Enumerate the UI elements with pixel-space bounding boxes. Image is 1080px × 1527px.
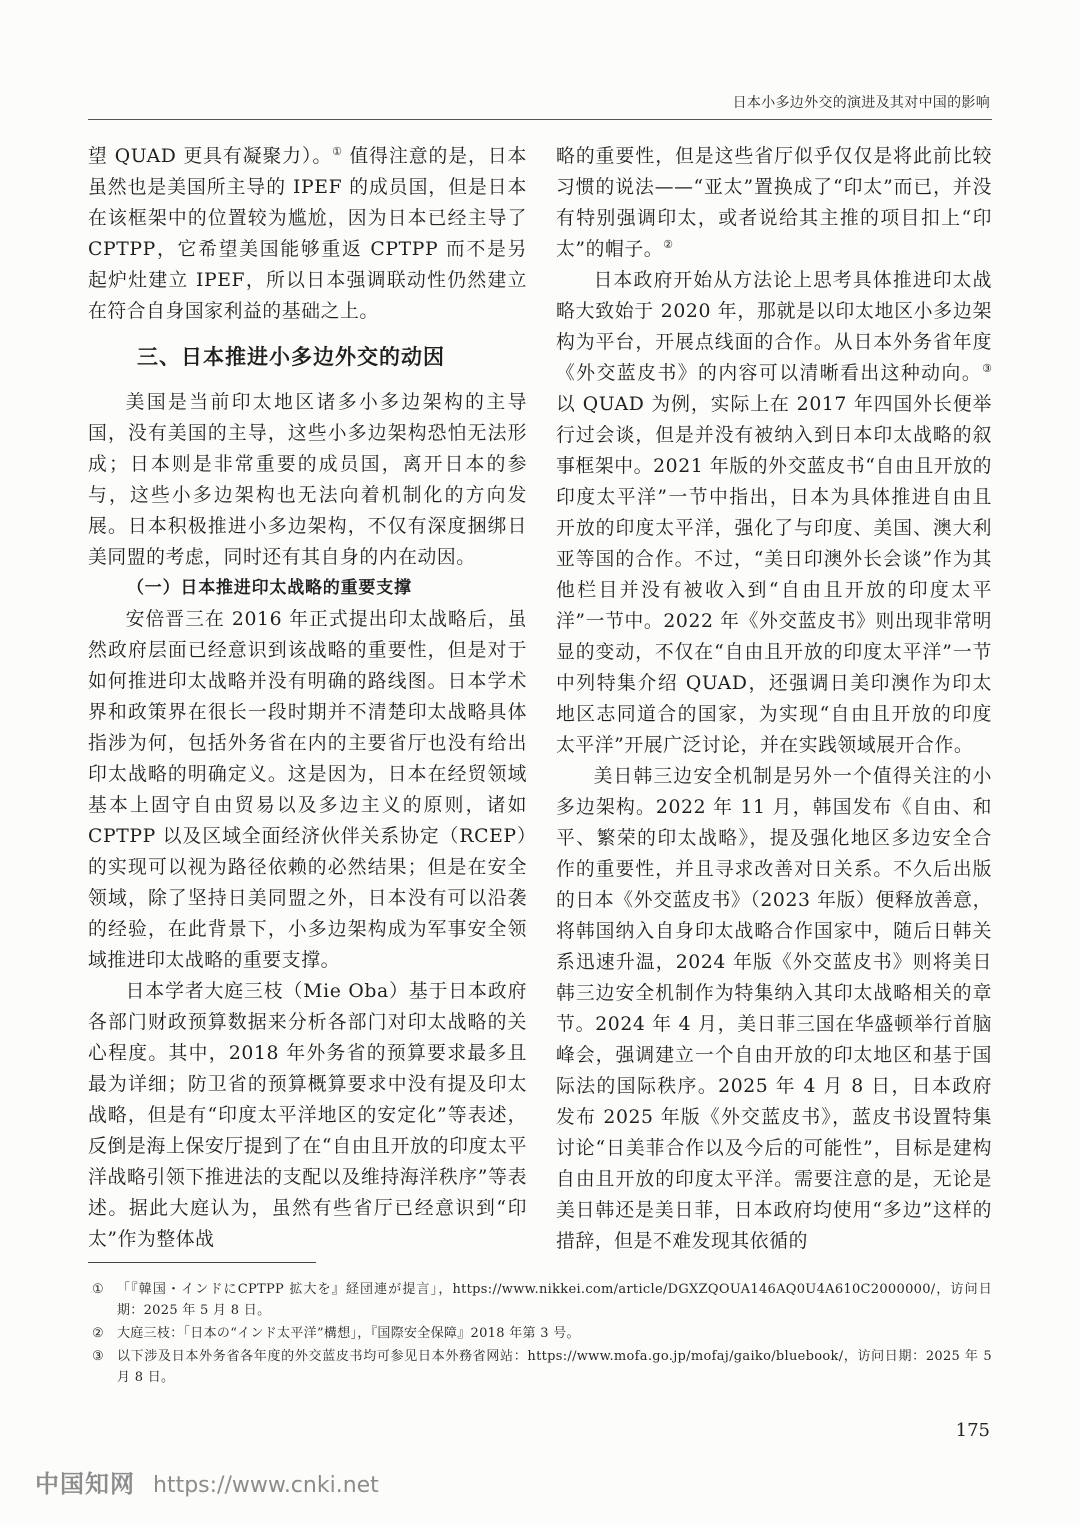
footnote-ref-3: ③ xyxy=(982,362,992,375)
paragraph: 美国是当前印太地区诸多小多边架构的主导国，没有美国的主导，这些小多边架构恐怕无法形成；日本则是非常重要的成员国，离开日本的参与，这些小多边架构也无法向着机制化的方向发展。日本积极推进小多边架构，不仅有深度捆绑日美同盟的考虑，同时还有其自身的内在动因。 xyxy=(88,392,527,568)
footnote-3 xyxy=(88,1346,992,1388)
watermark-url: https://www.cnki.net xyxy=(153,1473,379,1498)
footnote-2 xyxy=(88,1323,992,1344)
watermark-logo-text: 中国知网 xyxy=(35,1470,135,1498)
footnotes xyxy=(88,1279,992,1390)
footnote-rule xyxy=(88,1262,316,1263)
running-header: 日本小多边外交的演进及其对中国的影响 xyxy=(732,95,990,111)
left-column xyxy=(88,141,527,1250)
footnote-text: 「『韓国・インドにCPTPP 拡大を』経団連が提言」，https://www.nikkei.com/article/DGXZQOUA146AQ0U4A610C2000000/，访问日期：2025 年 5 月 8 日。 xyxy=(117,1282,992,1318)
footnote-ref-2: ② xyxy=(663,238,673,251)
subsection-heading: （一）日本推进印太战略的重要支撑 xyxy=(127,578,412,598)
cnki-watermark xyxy=(35,1464,379,1499)
paragraph-continued xyxy=(88,141,527,327)
right-column xyxy=(556,141,992,1252)
footnote-marker: ③ xyxy=(92,1349,104,1364)
paragraph-text: 日本政府开始从方法论上思考具体推进印太战略大致始于 2020 年，那就是以印太地区小多边架构为平台，开展点线面的合作。从日本外务省年度《外交蓝皮书》的内容可以清晰看出这种动向。 xyxy=(556,270,992,384)
paragraph-text: 望 QUAD 更具有凝聚力）。 xyxy=(88,146,333,167)
header-rule xyxy=(88,119,992,120)
section-heading: 三、日本推进小多边外交的动因 xyxy=(137,345,445,369)
footnote-marker: ② xyxy=(92,1326,104,1341)
paragraph-text: 略的重要性，但是这些省厅似乎仅仅是将此前比较习惯的说法——“亚太”置换成了“印太”而已，并没有特别强调印太，或者说给其主推的项目扣上“印太”的帽子。 xyxy=(556,146,992,260)
page-number: 175 xyxy=(955,1420,990,1441)
paragraph xyxy=(556,265,992,761)
paragraph: 安倍晋三在 2016 年正式提出印太战略后，虽然政府层面已经意识到该战略的重要性，但是对于如何推进印太战略并没有明确的路线图。日本学术界和政策界在很长一段时期并不清楚印太战略具体指涉为何，包括外务省在内的主要省厅也没有给出印太战略的明确定义。这是因为，日本在经贸领域基本上固守自由贸易以及多边主义的原则，诸如 CPTPP 以及区域全面经济伙伴关系协定（RCEP）的实现可以视为路径依赖的必然结果；但是在安全领域，除了坚持日美同盟之外，日本没有可以沿袭的经验，在此背景下，小多边架构成为军事安全领域推进印太战略的重要支撑。 xyxy=(88,609,527,971)
paragraph: 美日韩三边安全机制是另外一个值得关注的小多边架构。2022 年 11 月，韩国发布《自由、和平、繁荣的印太战略》，提及强化地区多边安全合作的重要性，并且寻求改善对日关系。不久后出版的日本《外交蓝皮书》（2023 年版）便释放善意，将韩国纳入自身印太战略合作国家中，随后日韩关系迅速升温，2024 年版《外交蓝皮书》则将美日韩三边安全机制作为特集纳入其印太战略相关的章节。2024 年 4 月，美日菲三国在华盛顿举行首脑峰会，强调建立一个自由开放的印太地区和基于国际法的国际秩序。2025 年 4 月 8 日，日本政府发布 2025 年版《外交蓝皮书》，蓝皮书设置特集讨论“日美菲合作以及今后的可能性”，目标是建构自由且开放的印度太平洋。需要注意的是，无论是美日韩还是美日菲，日本政府均使用“多边”这样的措辞，但是不难发现其依循的 xyxy=(556,766,992,1252)
footnote-ref-1: ① xyxy=(332,145,343,158)
paragraph-text: 值得注意的是，日本虽然也是美国所主导的 IPEF 的成员国，但是日本在该框架中的位置较为尴尬，因为日本已经主导了 CPTPP，它希望美国能够重返 CPTPP 而不是另起炉灶建立 IPEF，所以日本强调联动性仍然建立在符合自身国家利益的基础之上。 xyxy=(88,146,527,322)
footnote-marker: ① xyxy=(92,1282,104,1297)
paragraph-text: 以 QUAD 为例，实际上在 2017 年四国外长便举行过会谈，但是并没有被纳入到日本印太战略的叙事框架中。2021 年版的外交蓝皮书“自由且开放的印度太平洋”一节中指出，日本为具体推进自由且开放的印度太平洋，强化了与印度、美国、澳大利亚等国的合作。不过，“美日印澳外长会谈”作为其他栏目并没有被收入到“自由且开放的印度太平洋”一节中。2022 年《外交蓝皮书》则出现非常明显的变动，不仅在“自由且开放的印度太平洋”一节中列特集介绍 QUAD，还强调日美印澳作为印太地区志同道合的国家，为实现“自由且开放的印度太平洋”开展广泛讨论，并在实践领域展开合作。 xyxy=(556,394,992,756)
footnote-text: 以下涉及日本外务省各年度的外交蓝皮书均可参见日本外務省网站：https://www.mofa.go.jp/mofaj/gaiko/bluebook/，访问日期：2025 年 5 月 8 日。 xyxy=(117,1349,992,1385)
paragraph: 日本学者大庭三枝（Mie Oba）基于日本政府各部门财政预算数据来分析各部门对印太战略的关心程度。其中，2018 年外务省的预算要求最多且最为详细；防卫省的预算概算要求中没有提及印太战略，但是有“印度太平洋地区的安定化”等表述，反倒是海上保安厅提到了在“自由且开放的印度太平洋战略引领下推进法的支配以及维持海洋秩序”等表述。据此大庭认为，虽然有些省厅已经意识到“印太”作为整体战 xyxy=(88,981,527,1250)
paragraph-continued xyxy=(556,141,992,265)
footnote-1 xyxy=(88,1279,992,1321)
footnote-text: 大庭三枝：「日本の“インド太平洋”構想」，『国際安全保障』2018 年第 3 号。 xyxy=(117,1326,580,1341)
